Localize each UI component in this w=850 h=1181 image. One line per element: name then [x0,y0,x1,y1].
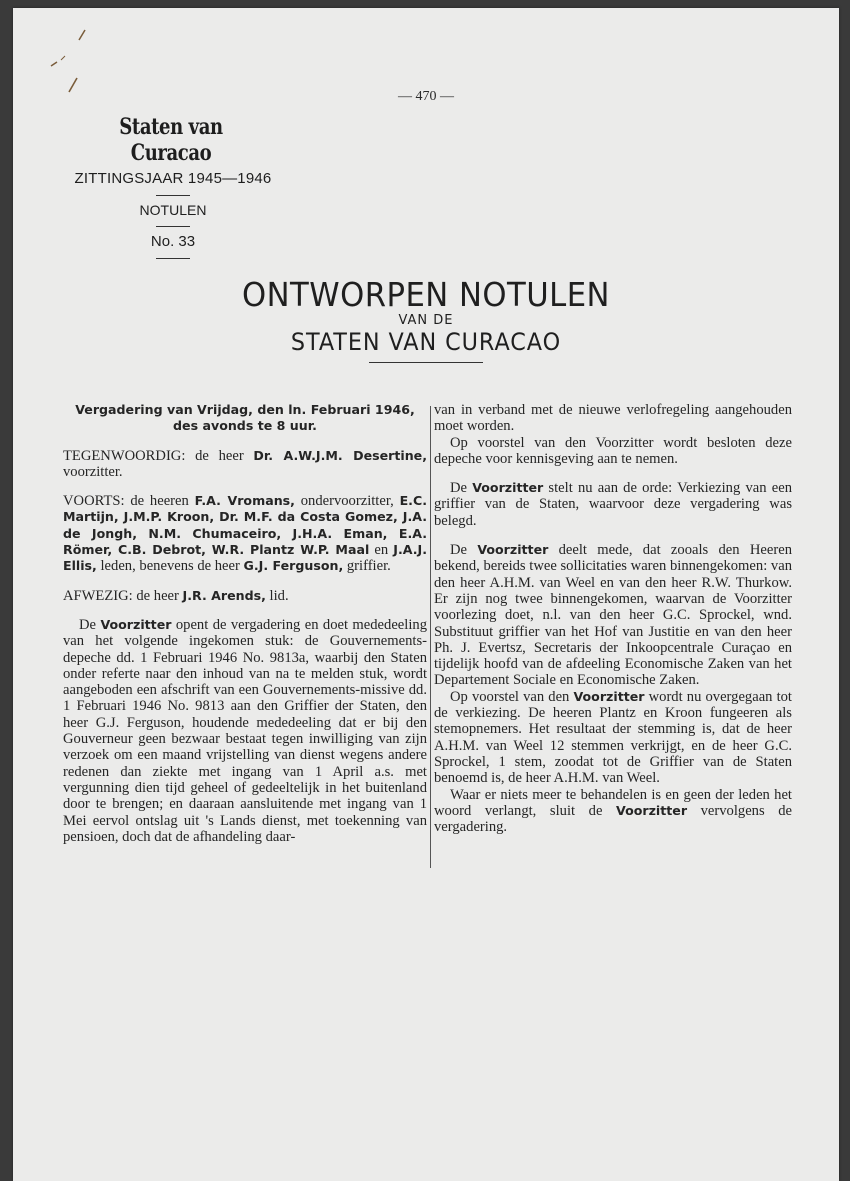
right-column [434,402,792,835]
meeting-line: Vergadering van Vrijdag, den ln. Februari 1946, [75,402,415,417]
text-run: deelt mede, dat zooals den Heeren bekend, bereids twee sollicitaties waren binnengekomen: van den heer A.H.M. van Weel en van den heer R.W. Thurkow. Er zijn nog twee binnengekomen, waarvan de Voorzitter voorlezing doet, n.l. van den heer G.C. Sprockel, wnd. Substituut griffier van het Hof van Justitie en van den heer Ph. J. Evertsz, Secretaris der Inkoopcentrale Curaçao en tijdelijk hoofd van de afdeeling Economische Zaken van het Departement Sociale en Economische Zaken. [434,542,792,689]
minutes-paragraph [434,689,792,787]
chairman-ref: Voorzitter [477,542,549,558]
voorts-text: ondervoorzitter, [294,493,400,510]
meeting-line: des avonds te 8 uur. [173,418,317,434]
absent-name: J.R. Arends, [182,587,266,603]
pen-mark-decoration [41,26,91,96]
chairman-ref: Voorzitter [472,480,544,496]
minutes-paragraph [434,542,792,689]
chairman-ref: Voorzitter [100,616,172,632]
masthead-divider [156,226,190,227]
heading-connector: VAN DE [398,313,454,328]
attendance-absent [63,588,427,604]
minutes-paragraph: Op voorstel van den Voorzitter wordt besloten deze depeche voor kennisgeving aan te nemen. [434,434,792,467]
masthead-divider [156,195,190,196]
heading-main: ONTWORPEN NOTULEN [242,275,610,314]
attendance-present [63,448,427,481]
member-name: J.A.J. Ellis, [63,542,427,574]
absent-label: AFWEZIG: de heer [63,587,183,604]
heading-underline [369,362,483,363]
chairman-name: Dr. A.W.J.M. Desertine, [253,447,428,463]
minutes-paragraph [63,617,427,845]
minutes-paragraph [434,787,792,836]
member-names: E.C. Martijn, J.M.P. Kroon, Dr. M.F. da Costa Gomez, J.A. de Jongh, N.M. Chumaceiro, J.H.A. Eman, E.A. Römer, C.B. Debrot, W.R. Plantz W.P. Maal [63,493,427,558]
masthead-divider [156,258,190,259]
text-run: De [450,542,478,559]
column-divider [430,406,431,868]
text-run: De [79,616,101,633]
clerk-name: G.J. Ferguson, [243,558,344,574]
text-run: opent de vergadering en doet mededeeling van het volgende ingekomen stuk: de Gouvernements-depeche dd. 1 Februari 1946 No. 9813a, waarbij den Staten onder referte naar den inhoud van na te melden stuk, wordt aangeboden een afschrift van een Gouvernements-missive dd. 1 Februari 1946 No. 9813 aan den Griffier der Staten, den heer G.J. Ferguson, houdende mededeeling dat er bij den Gouverneur geen bezwaar bestaat tegen inwilliging van zijn verzoek om een maand vrijstelling van dienst wegens andere redenen dan ziekte met ingang van 1 April a.s. met vergunning dien tijd geheel of gedeeltelijk in het buitenland door te brengen; en daaraan aansluitende met ingang van 1 Mei eervol ontslag uit 's Lands dienst, met toekenning van pensioen, doch dat de afhandeling daar- [63,616,427,845]
absent-role: lid. [265,587,289,604]
text-run: Op voorstel van den [450,688,574,705]
masthead-number: No. 33 [150,233,196,250]
minutes-paragraph [434,480,792,529]
page-number: — 470 — [398,89,454,104]
text-run: De [450,480,473,497]
masthead-type: NOTULEN [139,202,207,218]
voorts-text: en [369,542,394,559]
present-role: voorzitter. [63,463,123,480]
present-label: TEGENWOORDIG: de heer [63,447,254,464]
minutes-paragraph: van in verband met de nieuwe verlofregeling aangehouden moet worden. [434,402,792,435]
text-run: wordt nu overgegaan tot de verkiezing. De heeren Plantz en Kroon fungeeren als stemopnemers. Het resultaat der stemming is, dat de heer A.H.M. van Weel 12 stemmen verkrijgt, en de heer G.C. Sprockel, 1 stem, zoodat tot de Griffier van de Staten benoemd is, de heer A.H.M. van Weel. [434,688,792,787]
chairman-ref: Voorzitter [616,802,688,818]
text-run: Waar er niets meer te behandelen is en geen der leden het woord verlangt, sluit de [434,786,792,819]
masthead-title: Staten van Curacao [119,114,223,166]
document-heading [13,276,839,363]
masthead [63,114,283,265]
text-run: stelt nu aan de orde: Verkiezing van een griffier van de Staten, waarvoor deze vergadering was belegd. [434,480,792,529]
heading-sub: STATEN VAN CURACAO [290,328,562,356]
member-name: F.A. Vromans, [194,493,295,509]
voorts-text: griffier. [343,558,391,575]
voorts-label: VOORTS: de heeren [63,493,195,510]
masthead-session: ZITTINGSJAAR 1945—1946 [74,170,272,187]
left-column [63,402,427,845]
document-page [13,8,839,1181]
text-run: vervolgens de vergadering. [434,802,793,836]
attendance-others [63,493,427,574]
voorts-text: leden, benevens de heer [96,558,244,575]
chairman-ref: Voorzitter [573,688,645,704]
